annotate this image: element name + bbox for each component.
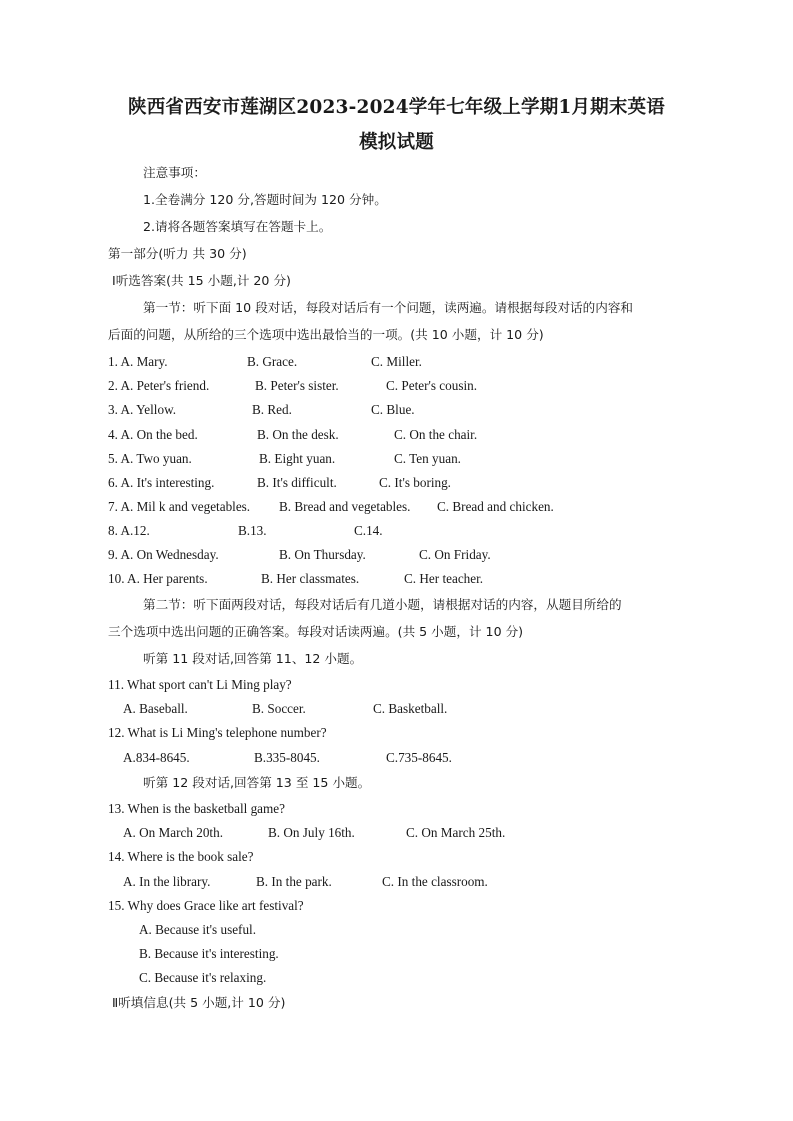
q11-option-a: A. Baseball. [123,701,188,716]
q6-option-b: B. It's difficult. [257,475,337,490]
q5-option-b: B. Eight yuan. [259,451,336,466]
q4-option-a: 4. A. On the bed. [108,427,198,442]
exam-title-line1: 陕西省西安市莲湖区2023-2024学年七年级上学期1月期末英语 [128,97,665,118]
q13-option-b: B. On July 16th. [268,825,355,840]
q5-option-c: C. Ten yuan. [394,451,461,466]
notes-item-2: 2.请将各题答案填写在答题卡上。 [143,219,332,234]
q12-option-c: C.735-8645. [386,750,452,765]
section1-instruction-line2: 后面的问题，从所给的三个选项中选出最恰当的一项。(共 10 小题，计 10 分) [108,327,544,342]
q13-option-a: A. On March 20th. [123,825,223,840]
q15-option-b: B. Because it's interesting. [139,946,279,961]
q13-stem: 13. When is the basketball game? [108,801,286,816]
exam-title-line2: 模拟试题 [359,132,434,153]
section3-heading: Ⅱ听填信息(共 5 小题,计 10 分) [112,995,286,1010]
q6-option-c: C. It's boring. [379,475,451,490]
q9-option-c: C. On Friday. [419,547,491,562]
q14-option-c: C. In the classroom. [382,874,488,889]
part1-heading: 第一部分(听力 共 30 分) [108,246,247,261]
section2-instruction-line1: 第二节：听下面两段对话，每段对话后有几道小题，请根据对话的内容，从题目所给的 [143,597,622,612]
q12-option-b: B.335-8045. [254,750,320,765]
q3-option-c: C. Blue. [371,402,415,417]
section2-instruction-line2: 三个选项中选出问题的正确答案。每段对话读两遍。(共 5 小题，计 10 分) [108,624,524,639]
notes-item-1: 1.全卷满分 120 分,答题时间为 120 分钟。 [143,192,387,207]
q1-option-c: C. Miller. [371,354,422,369]
section1-instruction-line1: 第一节：听下面 10 段对话，每段对话后有一个问题，读两遍。请根据每段对话的内容和 [143,300,634,315]
q11-stem: 11. What sport can't Li Ming play? [108,677,292,692]
q13-option-c: C. On March 25th. [406,825,506,840]
q1-option-b: B. Grace. [247,354,298,369]
q12-stem: 12. What is Li Ming's telephone number? [108,725,327,740]
dialog-11-heading: 听第 11 段对话,回答第 11、12 小题。 [143,651,363,666]
q7-option-c: C. Bread and chicken. [437,499,554,514]
q10-option-a: 10. A. Her parents. [108,571,208,586]
q9-option-a: 9. A. On Wednesday. [108,547,219,562]
q8-option-c: C.14. [354,523,383,538]
q6-option-a: 6. A. It's interesting. [108,475,215,490]
notes-heading: 注意事项： [143,165,206,180]
section1-heading: Ⅰ听选答案(共 15 小题,计 20 分) [112,273,291,288]
q12-option-a: A.834-8645. [123,750,190,765]
q11-option-b: B. Soccer. [252,701,306,716]
q9-option-b: B. On Thursday. [279,547,366,562]
q14-option-a: A. In the library. [123,874,211,889]
q7-option-a: 7. A. Mil k and vegetables. [108,499,251,514]
q15-option-a: A. Because it's useful. [139,922,257,937]
q15-option-c: C. Because it's relaxing. [139,970,267,985]
q8-option-b: B.13. [238,523,267,538]
q11-option-c: C. Basketball. [373,701,448,716]
q14-option-b: B. In the park. [256,874,332,889]
q4-option-b: B. On the desk. [257,427,339,442]
q2-option-a: 2. A. Peter's friend. [108,378,210,393]
q7-option-b: B. Bread and vegetables. [279,499,411,514]
q2-option-b: B. Peter's sister. [255,378,339,393]
q8-option-a: 8. A.12. [108,523,150,538]
q15-stem: 15. Why does Grace like art festival? [108,898,304,913]
q1-option-a: 1. A. Mary. [108,354,168,369]
q5-option-a: 5. A. Two yuan. [108,451,192,466]
q4-option-c: C. On the chair. [394,427,478,442]
q3-option-b: B. Red. [252,402,292,417]
q2-option-c: C. Peter's cousin. [386,378,478,393]
dialog-12-heading: 听第 12 段对话,回答第 13 至 15 小题。 [143,775,371,790]
q3-option-a: 3. A. Yellow. [108,402,177,417]
q10-option-c: C. Her teacher. [404,571,484,586]
q10-option-b: B. Her classmates. [261,571,360,586]
q14-stem: 14. Where is the book sale? [108,849,254,864]
